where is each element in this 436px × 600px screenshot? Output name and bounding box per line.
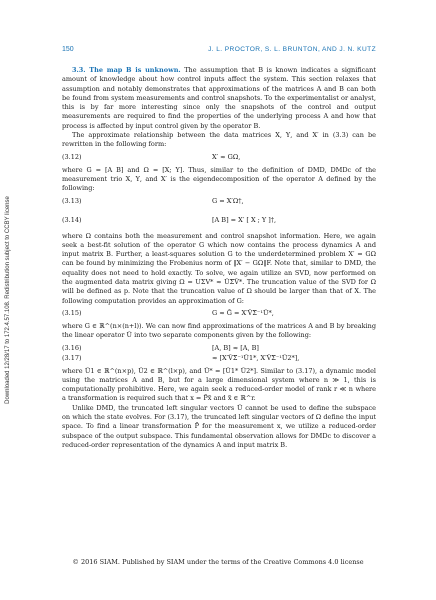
page-number: 150 [62,46,74,53]
section-title: 3.3. The map B is unknown. [72,66,181,74]
equation-number: (3.17) [62,353,82,362]
section-intro-text: The assumption that B is known indicates a significant amount of knowledge about how control inputs affect the system. This section relaxes that assumption and notably demonstrates that approximations of the matrices A and B can both be found from system measurements and control snapshots. To the experimentalist or analyst, this is by far more interesting since only the snapshots of the control and output measurements are required to find the properties of the underlying process A and how that process is affected by input control given by the operator B. [62,66,376,130]
equation-3-15 [62,306,376,322]
equation-expr: [A, B] ≈ [A, B] [212,343,259,352]
equation-3-12 [62,150,376,166]
equation-number: (3.16) [62,343,82,352]
equation-expr: G = X′Ω†, [212,196,244,205]
section-intro [62,66,376,131]
equation-number: (3.13) [62,196,82,205]
license-footer: © 2016 SIAM. Published by SIAM under the terms of the Creative Commons 4.0 license [72,558,364,566]
running-head: J. L. PROCTOR, S. L. BRUNTON, AND J. N. KUTZ [208,46,376,53]
paragraph-3: where Ω contains both the measurement and control snapshot information. Here, we again seek a best-fit solution of the operator G which now contains the process dynamics A and input matrix B. Further, a least-squares solution G to the underdetermined problem X′ = GΩ can be found by minimizing the Frobenius norm of ‖X′ − GΩ‖F. Note that, similar to DMD, the equality does not need to hold exactly. To solve, we again utilize an SVD, now performed on the augmented data matrix giving Ω = UΣV* ≈ ŨΣ̃Ṽ*. The truncation value of the SVD for Ω will be defined as p. Note that the truncation value of Ω should be larger than that of X. The following computation provides an approximation of G: [62,231,376,305]
equation-number: (3.12) [62,153,82,162]
page-header [62,46,376,56]
equation-3-13 [62,194,376,210]
paragraph-1: The approximate relationship between the data matrices X, Υ, and X′ in (3.3) can be rewritten in the following form: [62,131,376,149]
download-notice [3,165,13,435]
equation-expr: X′ ≈ GΩ, [212,153,241,162]
paragraph-6: Unlike DMD, the truncated left singular vectors Ũ cannot be used to define the subspace on which the state evolves. For (3.17), the truncated left singular vectors of Ω define the input space. To find a linear transformation P̃ for the measurement x, we utilize a reduced-order subspace of the output subspace. This fundamental observation allows for DMDc to discover a reduced-order representation of the dynamics A and input matrix B. [62,403,376,449]
equation-expr: ≈ [X′ṼΣ̃⁻¹Ũ1*, X′ṼΣ̃⁻¹Ũ2*], [212,353,300,362]
equation-3-16 [62,344,376,354]
page-body [62,66,376,450]
paragraph-4: where G ∈ ℝ^(n×(n+l)). We can now find approximations of the matrices A and B by breaking the linear operator Ũ into two separate components given by the following: [62,321,376,340]
paragraph-5: where Ũ1 ∈ ℝ^(n×p), Ũ2 ∈ ℝ^(l×p), and Ũ* = [Ũ1* Ũ2*]. Similar to (3.17), a dynamic model using the matrices A and B, but for a large dimensional system where n ≫ 1, this is computationally prohibitive. Here, we again seek a reduced-order model of rank r ≪ n where a transformation is required such that x = P̃x̃ and x̃ ∈ ℝ^r. [62,366,376,403]
paragraph-2: where G = [A B] and Ω = [X; Υ]. Thus, similar to the definition of DMD, DMDc of the measurement trio X, Υ, and X′ is the eigendecomposition of the operator A defined by the following: [62,165,376,193]
equation-number: (3.14) [62,215,82,224]
equation-3-17 [62,354,376,364]
download-notice-text: Downloaded 12/28/17 to 172.4.57.108. Redistribution subject to CCBY license [5,196,11,404]
equation-number: (3.15) [62,309,82,318]
equation-expr: G ≈ Ḡ = X′ṼΣ̃⁻¹Ũ*, [212,309,274,318]
equation-3-14 [62,210,376,232]
equation-expr: [A B] = X′ [ X ; Υ ]†, [212,215,277,224]
